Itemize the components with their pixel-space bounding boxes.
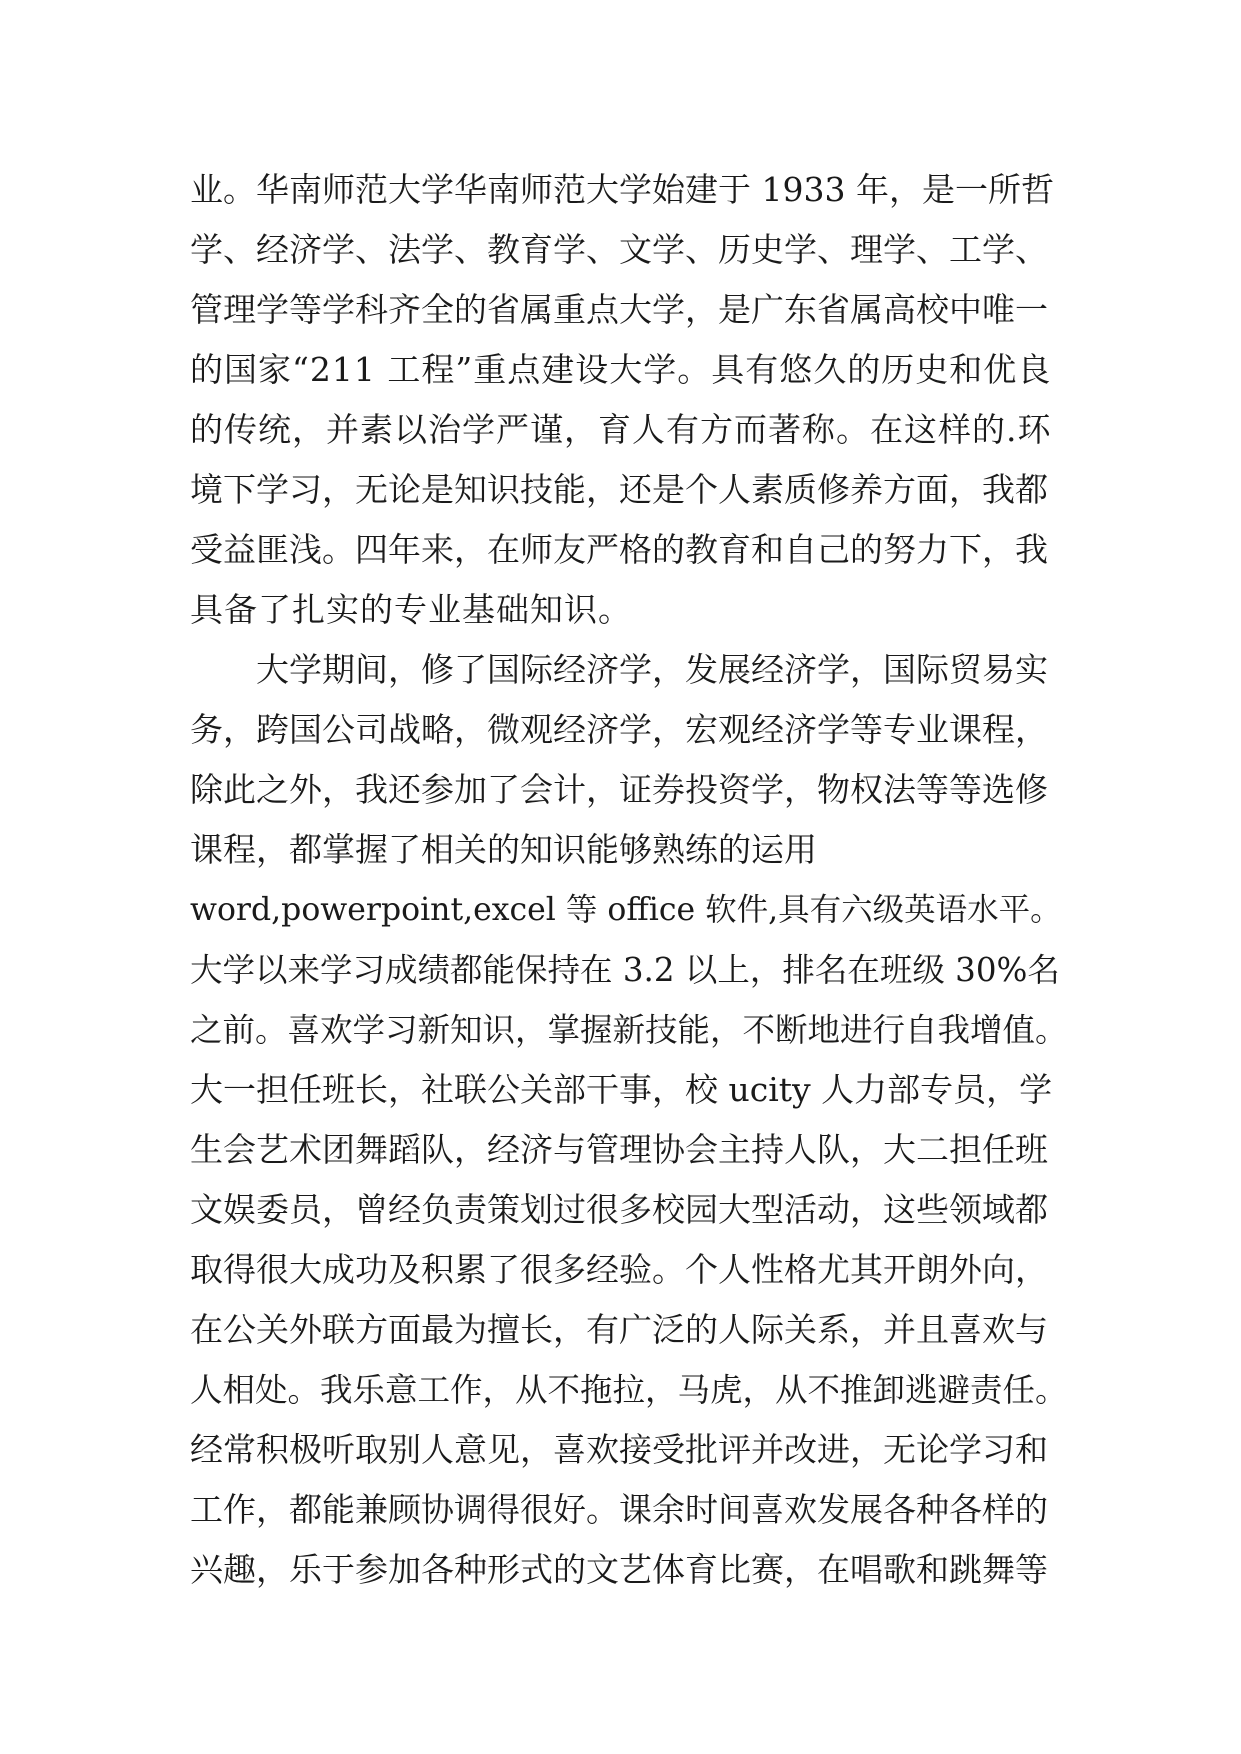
text-line: 取得很大成功及积累了很多经验。个人性格尤其开朗外向， (190, 1250, 1048, 1289)
text-line: 大一担任班长，社联公关部干事，校 ucity 人力部专员，学 (190, 1070, 1053, 1109)
text-line: 学、经济学、法学、教育学、文学、历史学、理学、工学、 (190, 230, 1048, 269)
text-line: 之前。喜欢学习新知识，掌握新技能，不断地进行自我增值。 (190, 1011, 1068, 1049)
text-line: 兴趣，乐于参加各种形式的文艺体育比赛，在唱歌和跳舞等 (190, 1550, 1048, 1589)
text-line: 课程，都掌握了相关的知识能够熟练的运用 (190, 830, 817, 869)
text-line: 文娱委员，曾经负责策划过很多校园大型活动，这些领域都 (190, 1190, 1048, 1229)
text-line: word,powerpoint,excel 等 office 软件,具有六级英语水平。 (190, 892, 1062, 928)
text-line: 管理学等学科齐全的省属重点大学，是广东省属高校中唯一 (190, 290, 1048, 329)
body-text (190, 160, 1070, 1600)
text-line: 除此之外，我还参加了会计，证券投资学，物权法等等选修 (190, 770, 1048, 809)
text-line: 生会艺术团舞蹈队，经济与管理协会主持人队，大二担任班 (190, 1130, 1048, 1169)
text-line: 大学以来学习成绩都能保持在 3.2 以上，排名在班级 30%名 (190, 951, 1060, 989)
text-line: 人相处。我乐意工作，从不拖拉，马虎，从不推卸逃避责任。 (190, 1371, 1068, 1409)
text-line: 工作，都能兼顾协调得很好。课余时间喜欢发展各种各样的 (190, 1490, 1048, 1529)
text-line: 务，跨国公司战略，微观经济学，宏观经济学等专业课程， (190, 710, 1048, 749)
text-line: 在公关外联方面最为擅长，有广泛的人际关系，并且喜欢与 (190, 1310, 1048, 1349)
text-line: 受益匪浅。四年来，在师友严格的教育和自己的努力下，我 (190, 530, 1048, 569)
text-line: 的传统，并素以治学严谨，育人有方而著称。在这样的.环 (190, 410, 1052, 449)
text-line: 境下学习，无论是知识技能，还是个人素质修养方面，我都 (190, 470, 1048, 509)
text-line: 具备了扎实的专业基础知识。 (190, 590, 632, 629)
text-line: 的国家“211 工程”重点建设大学。具有悠久的历史和优良 (190, 350, 1052, 389)
text-line: 业。华南师范大学华南师范大学始建于 1933 年，是一所哲 (190, 170, 1054, 209)
paragraph-first-line: 大学期间，修了国际经济学，发展经济学，国际贸易实 (256, 650, 1048, 689)
text-line: 经常积极听取别人意见，喜欢接受批评并改进，无论学习和 (190, 1430, 1048, 1469)
